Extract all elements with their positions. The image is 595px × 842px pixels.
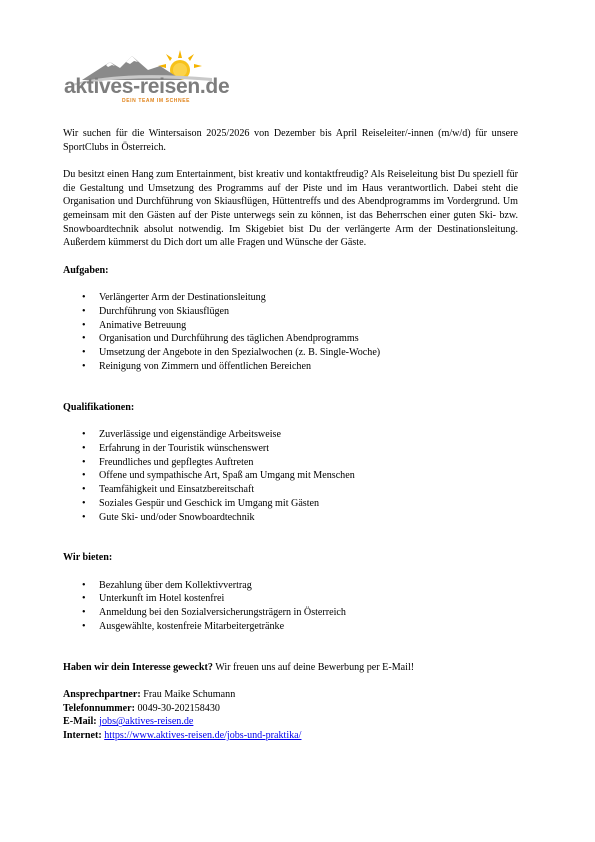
list-item: • Ausgewählte, kostenfreie Mitarbeitergetränke [82, 621, 285, 633]
contact-person-label: Ansprechpartner: [63, 689, 141, 701]
bullet-icon: • [82, 593, 86, 605]
email-link[interactable]: jobs@aktives-reisen.de [99, 716, 194, 728]
contact-phone-label: Telefonnummer: [63, 702, 135, 714]
call-to-action [63, 661, 518, 675]
list-item: • Animative Betreuung [82, 319, 187, 331]
list-item: • Reinigung von Zimmern und öffentlichen Bereichen [82, 360, 312, 372]
bullet-icon: • [82, 305, 86, 317]
contact-website [63, 729, 518, 743]
list-item: • Erfahrung in der Touristik wünschenswert [82, 442, 270, 454]
bullet-icon: • [82, 579, 86, 591]
tasks-list [63, 291, 518, 374]
list-item: • Umsetzung der Angebote in den Spezialwochen (z. B. Single-Woche) [82, 347, 381, 359]
bullet-icon: • [82, 333, 86, 345]
contact-web-label: Internet: [63, 729, 102, 741]
logo-tagline: DEIN TEAM IM SCHNEE [122, 98, 191, 104]
bullet-icon: • [82, 470, 86, 482]
list-item: • Durchführung von Skiausflügen [82, 305, 230, 317]
list-item: • Freundliches und gepflegtes Auftreten [82, 456, 254, 468]
bullet-icon: • [82, 291, 86, 303]
company-logo [62, 48, 230, 106]
cta-text: Wir freuen uns auf deine Bewerbung per E-Mail! [212, 661, 415, 673]
contact-email-label: E-Mail: [63, 716, 97, 728]
list-item: • Soziales Gespür und Geschick im Umgang mit Gästen [82, 497, 320, 509]
bullet-icon: • [82, 484, 86, 496]
list-item: • Organisation und Durchführung des täglichen Abendprogramms [82, 333, 359, 345]
bullet-icon: • [82, 319, 86, 331]
contact-phone [63, 702, 518, 716]
bullet-icon: • [82, 428, 86, 440]
bullet-icon: • [82, 442, 86, 454]
description-paragraph: Du besitzt einen Hang zum Entertainment, bist kreativ und kontaktfreudig? Als Reiseleitung bist Du speziell für die Gestaltung und Umsetzung des Programms auf der Piste und im Haus verantwortlich. Dabei steht die Organisation und Durchführung von Skiausflügen, Hüttentreffs und des Abendprogramms im Vordergrund. Um gemeinsam mit den Gästen auf der Piste unterwegs sein zu können, ist das Beherrschen einer guten Ski- bzw. Snowboardtechnik absolut notwendig. Im Skigebiet bist Du der verlängerte Arm der Destinationsleitung. Außerdem kümmerst du Dich dort um alle Fragen und Wünsche der Gäste. [63, 169, 518, 249]
bullet-icon: • [82, 456, 86, 468]
qualifications-list [63, 428, 518, 525]
bullet-icon: • [82, 497, 86, 509]
list-item: • Zuverlässige und eigenständige Arbeitsweise [82, 428, 281, 440]
bullet-icon: • [82, 621, 86, 633]
intro-paragraph: Wir suchen für die Wintersaison 2025/2026 von Dezember bis April Reiseleiter/-innen (m/w/d) für unsere SportClubs in Österreich. [63, 128, 518, 153]
list-item: • Offene und sympathische Art, Spaß am Umgang mit Menschen [82, 470, 355, 482]
contact-phone-value: 0049-30-202158430 [134, 702, 220, 714]
list-item: • Unterkunft im Hotel kostenfrei [82, 593, 225, 605]
bullet-icon: • [82, 347, 86, 359]
list-item: • Gute Ski- und/oder Snowboardtechnik [82, 511, 255, 523]
list-item: • Teamfähigkeit und Einsatzbereitschaft [82, 484, 255, 496]
tasks-heading: Aufgaben: [63, 264, 109, 276]
bullet-icon: • [82, 511, 86, 523]
website-link[interactable]: https://www.aktives-reisen.de/jobs-und-praktika/ [104, 729, 302, 741]
list-item: • Anmeldung bei den Sozialversicherungsträgern in Österreich [82, 607, 346, 619]
bullet-icon: • [82, 360, 86, 372]
contact-person [63, 688, 518, 702]
contact-person-value: Frau Maike Schumann [140, 689, 236, 701]
contact-email [63, 715, 518, 729]
qualifications-heading: Qualifikationen: [63, 401, 135, 413]
offers-heading: Wir bieten: [63, 552, 113, 564]
bullet-icon: • [82, 607, 86, 619]
offers-list [63, 579, 518, 634]
list-item: • Verlängerter Arm der Destinationsleitung [82, 291, 266, 303]
document-body [63, 127, 518, 742]
logo-wordmark: aktives-reisen.de [64, 75, 230, 98]
list-item: • Bezahlung über dem Kollektivvertrag [82, 579, 252, 591]
cta-question: Haben wir dein Interesse geweckt? [63, 661, 213, 673]
